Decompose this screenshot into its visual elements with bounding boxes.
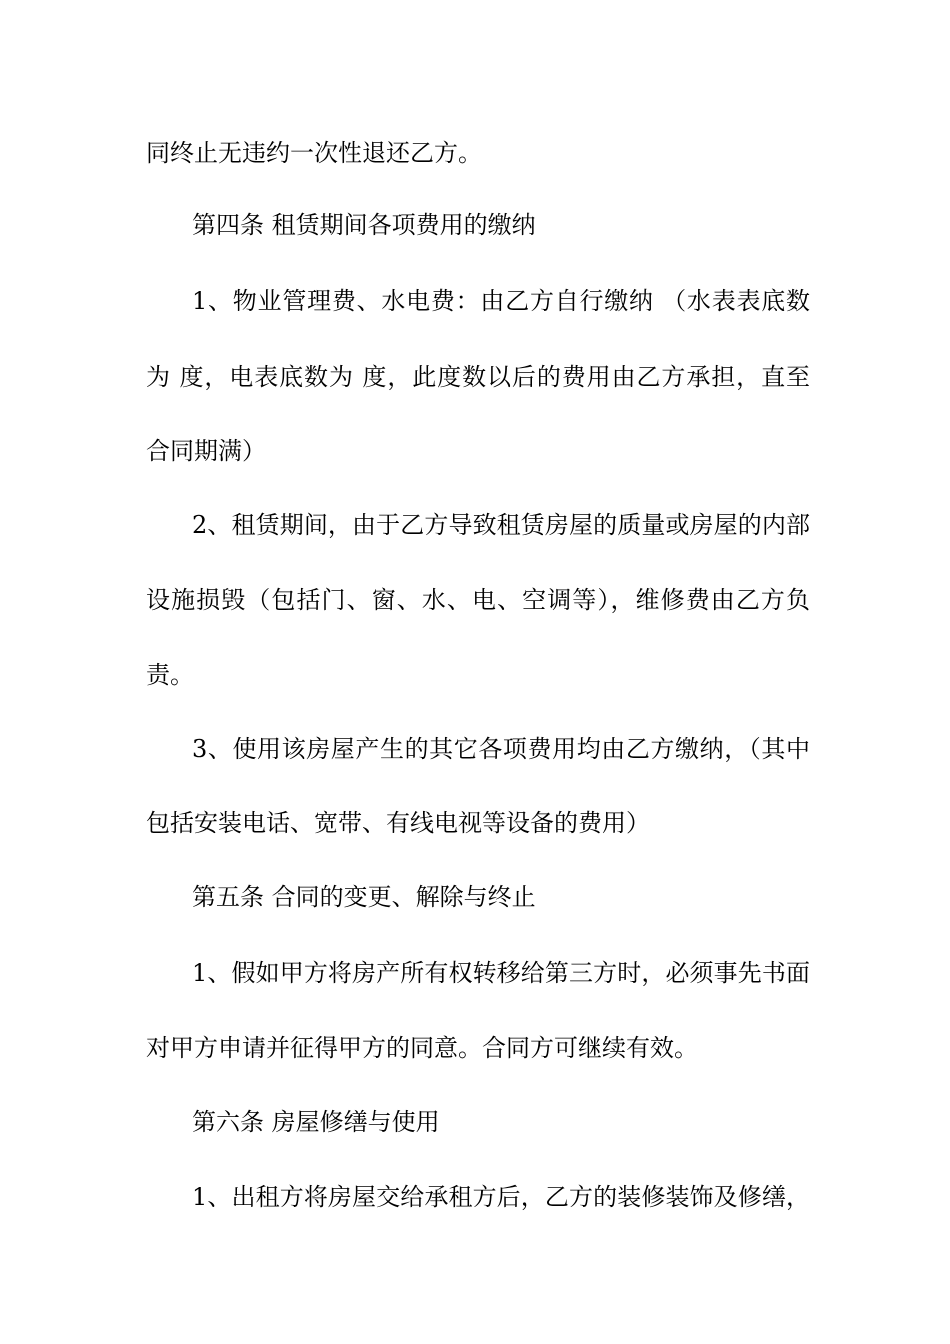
body-text-line: 1、假如甲方将房产所有权转移给第三方时，必须事先书面 — [192, 959, 810, 987]
body-text-line: 包括安装电话、宽带、有线电视等设备的费用） — [146, 809, 650, 837]
body-text-line: 合同期满） — [146, 437, 266, 465]
section-heading-article-6: 第六条 房屋修缮与使用 — [192, 1108, 440, 1136]
body-text-line: 1、物业管理费、水电费：由乙方自行缴纳 （水表表底数 — [192, 287, 810, 315]
body-text-line: 设施损毁（包括门、窗、水、电、空调等），维修费由乙方负 — [146, 586, 810, 614]
body-text-line: 1、出租方将房屋交给承租方后，乙方的装修装饰及修缮， — [192, 1183, 810, 1211]
body-text-line: 责。 — [146, 661, 194, 689]
section-heading-article-5: 第五条 合同的变更、解除与终止 — [192, 883, 536, 911]
body-text-line: 对甲方申请并征得甲方的同意。合同方可继续有效。 — [146, 1034, 698, 1062]
body-text-line: 3、使用该房屋产生的其它各项费用均由乙方缴纳，（其中 — [192, 735, 810, 763]
section-heading-article-4: 第四条 租赁期间各项费用的缴纳 — [192, 211, 536, 239]
body-text-line: 为 度，电表底数为 度，此度数以后的费用由乙方承担，直至 — [146, 363, 810, 391]
body-text-line: 2、租赁期间，由于乙方导致租赁房屋的质量或房屋的内部 — [192, 511, 810, 539]
body-text-line: 同终止无违约一次性退还乙方。 — [146, 139, 482, 167]
